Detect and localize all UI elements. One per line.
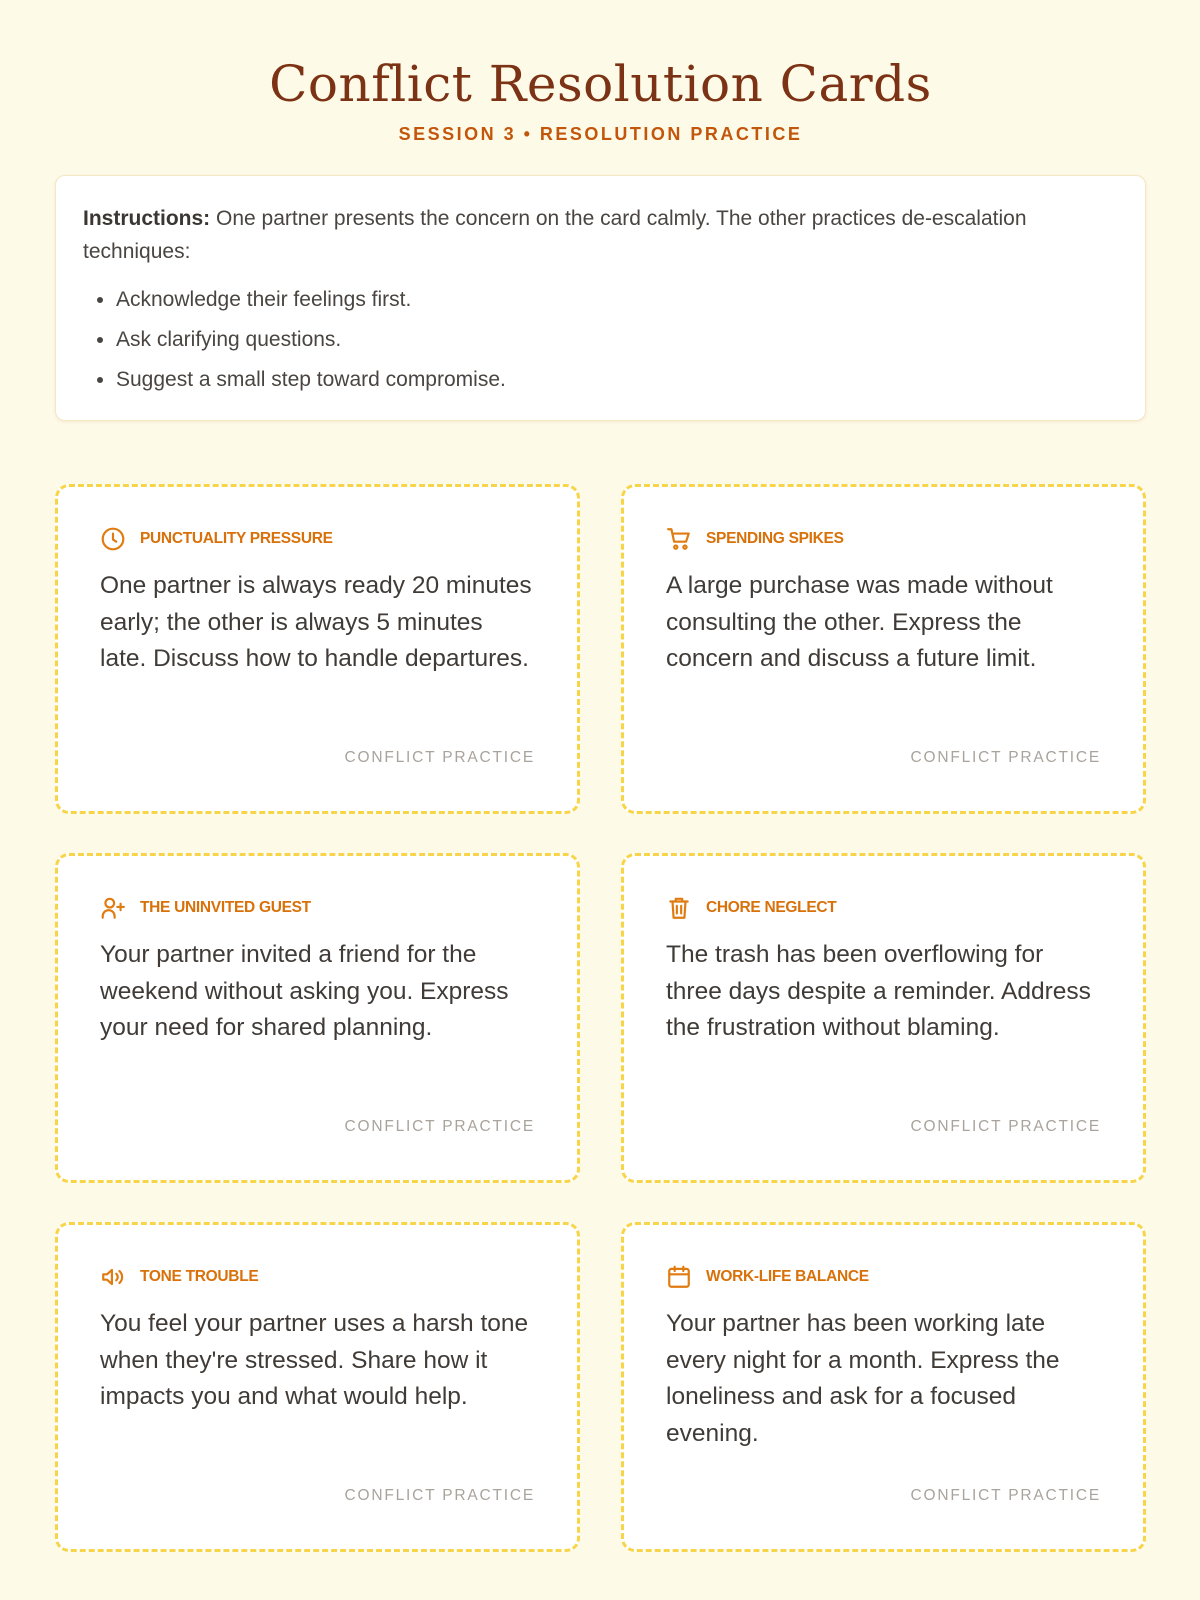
card-header	[100, 1263, 535, 1291]
card-header	[100, 894, 535, 922]
page	[55, 0, 1146, 1504]
card-prompt: You feel your partner uses a harsh tone when they're stressed. Share how it impacts you and what would help.	[100, 1310, 529, 1410]
card-prompt: The trash has been overflowing for three days despite a reminder. Address the frustration without blaming.	[666, 941, 1091, 1041]
instructions-panel	[55, 175, 1146, 421]
speaker-icon	[100, 1264, 126, 1290]
trash-icon	[666, 895, 692, 921]
instructions-description: One partner presents the concern on the card calmly. The other practices de-escalation techniques:	[83, 207, 1027, 263]
card-category: PUNCTUALITY PRESSURE	[140, 530, 333, 547]
instructions-steps	[83, 280, 1118, 400]
card-prompt: Your partner has been working late every night for a month. Express the loneliness and ask for a focused evening.	[666, 1310, 1060, 1447]
card-prompt: Your partner invited a friend for the weekend without asking you. Express your need for shared planning.	[100, 941, 509, 1041]
conflict-card[interactable]	[55, 853, 580, 1183]
card-category: TONE TROUBLE	[140, 1268, 259, 1285]
conflict-card[interactable]	[621, 1222, 1146, 1552]
header	[55, 0, 1146, 145]
conflict-card[interactable]	[621, 484, 1146, 814]
card-prompt: One partner is always ready 20 minutes early; the other is always 5 minutes late. Discuss how to handle departures.	[100, 572, 532, 672]
card-header	[100, 525, 535, 553]
card-header	[666, 525, 1101, 553]
card-header	[666, 1263, 1101, 1291]
card-category: SPENDING SPIKES	[706, 530, 844, 547]
conflict-card[interactable]	[55, 484, 580, 814]
card-footer: CONFLICT PRACTICE	[910, 749, 1101, 766]
clock-icon	[100, 526, 126, 552]
card-category: WORK-LIFE BALANCE	[706, 1268, 869, 1285]
page-subtitle: SESSION 3 • RESOLUTION PRACTICE	[398, 124, 803, 144]
card-footer: CONFLICT PRACTICE	[344, 749, 535, 766]
conflict-card[interactable]	[55, 1222, 580, 1552]
card-prompt: A large purchase was made without consulting the other. Express the concern and discuss a future limit.	[666, 572, 1053, 672]
calendar-icon	[666, 1264, 692, 1290]
card-footer: CONFLICT PRACTICE	[344, 1118, 535, 1135]
instructions-lead: Instructions:	[83, 207, 211, 230]
card-category: CHORE NEGLECT	[706, 899, 837, 916]
card-footer: CONFLICT PRACTICE	[910, 1487, 1101, 1504]
instruction-step: • Ask clarifying questions.	[116, 320, 1118, 360]
instructions-text	[83, 202, 1118, 268]
user-plus-icon	[100, 895, 126, 921]
card-footer: CONFLICT PRACTICE	[344, 1487, 535, 1504]
card-header	[666, 894, 1101, 922]
page-title: Conflict Resolution Cards	[269, 55, 932, 113]
instruction-step: • Acknowledge their feelings first.	[116, 280, 1118, 320]
card-category: THE UNINVITED GUEST	[140, 899, 311, 916]
card-footer: CONFLICT PRACTICE	[910, 1118, 1101, 1135]
shopping-cart-icon	[666, 526, 692, 552]
conflict-card[interactable]	[621, 853, 1146, 1183]
instruction-step: • Suggest a small step toward compromise.	[116, 360, 1118, 400]
